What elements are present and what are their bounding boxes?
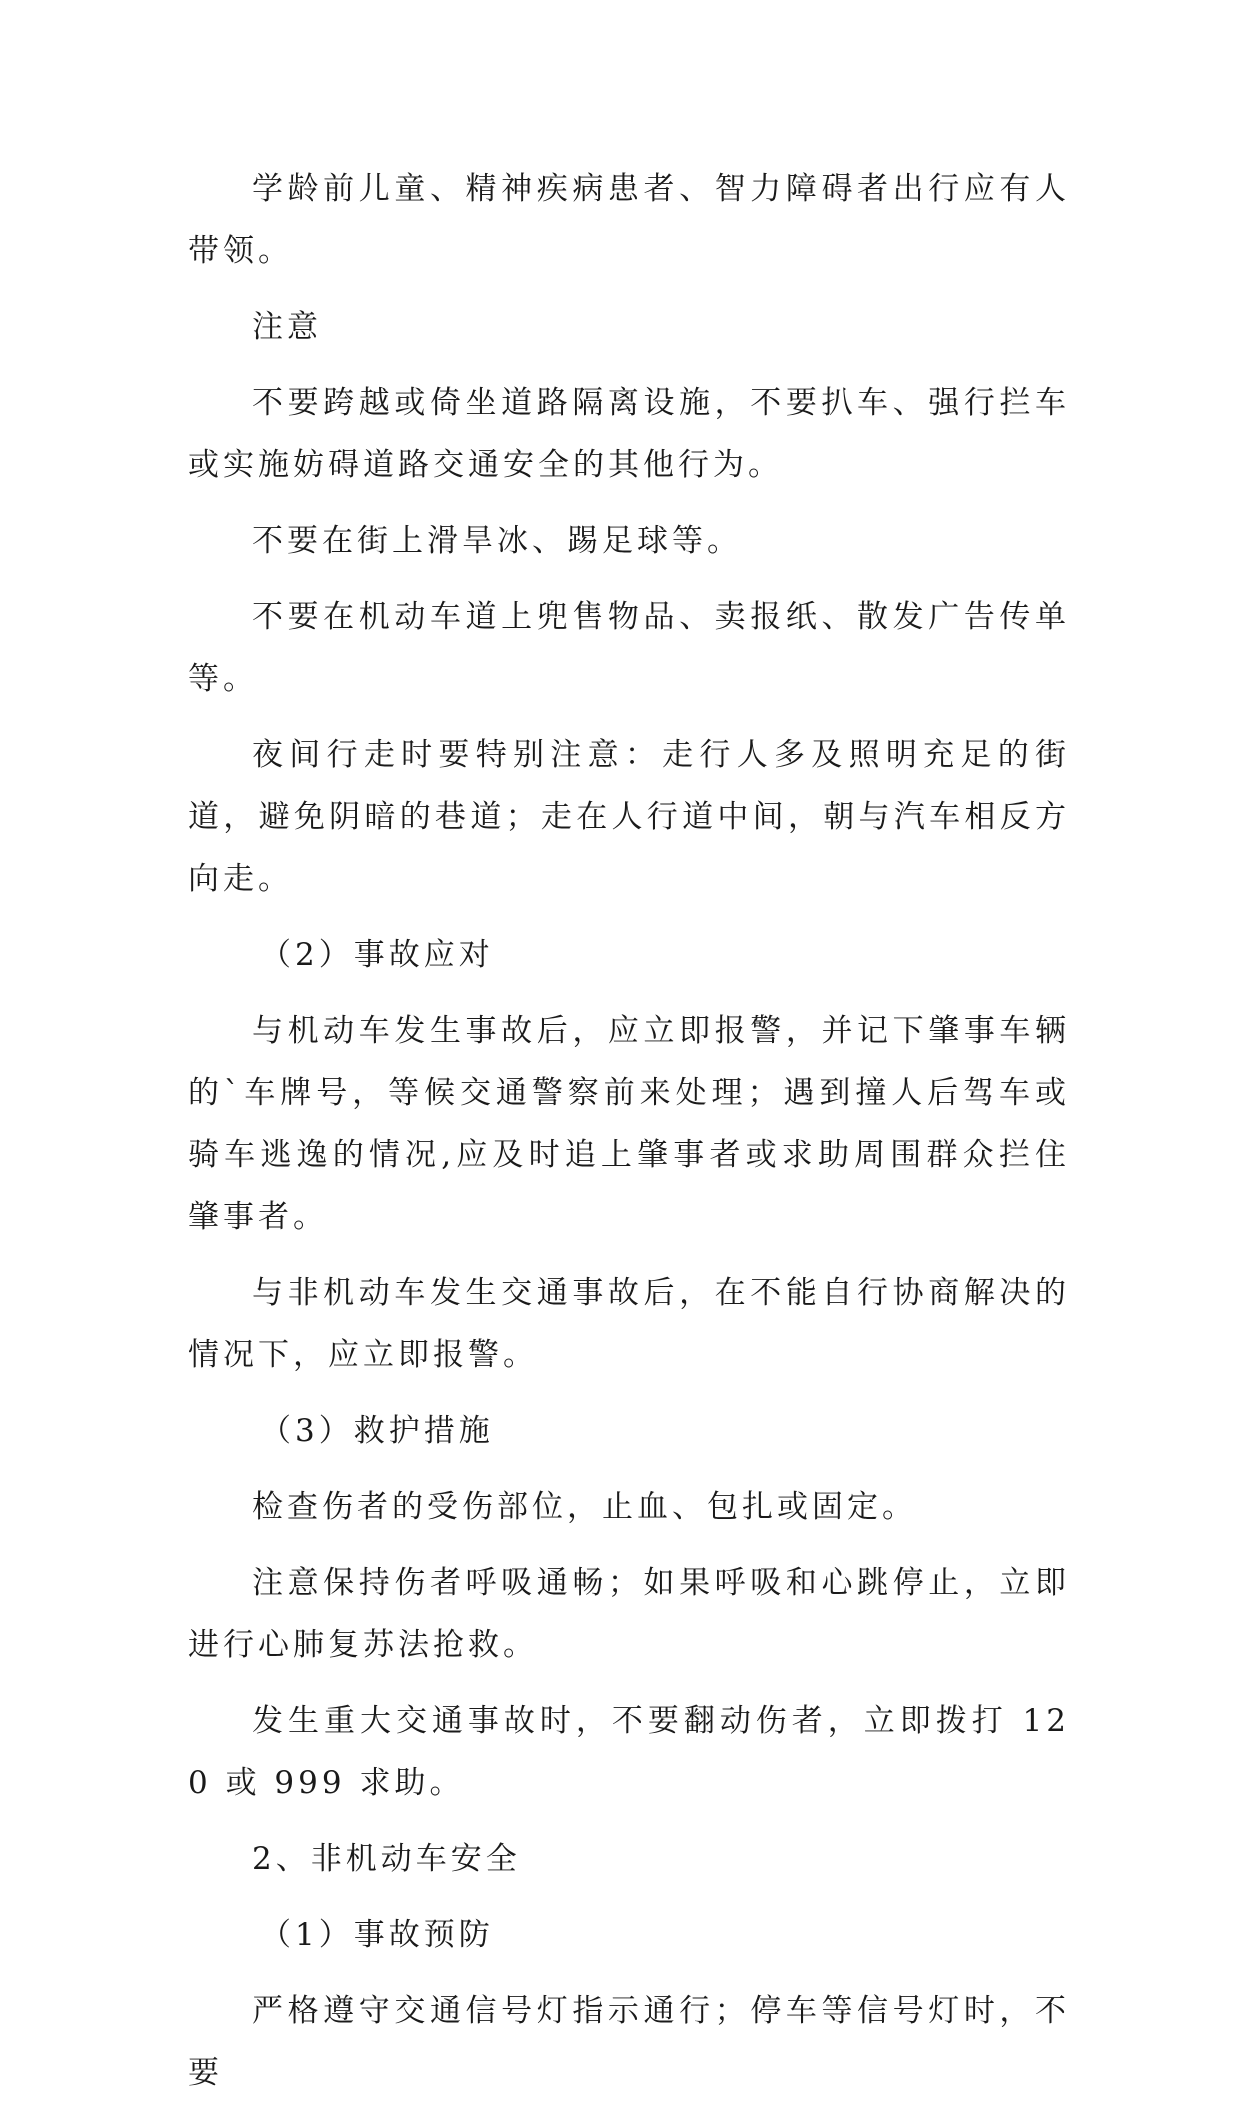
paragraph-breathing: 注意保持伤者呼吸通畅；如果呼吸和心跳停止，立即进行心肺复苏法抢救。 bbox=[188, 1565, 1070, 1663]
paragraph-escort: 学龄前儿童、精神疾病患者、智力障碍者出行应有人带领。 bbox=[188, 171, 1070, 269]
paragraph-no-skating: 不要在街上滑旱冰、踢足球等。 bbox=[252, 523, 742, 559]
paragraph-no-vending: 不要在机动车道上兜售物品、卖报纸、散发广告传单等。 bbox=[188, 599, 1070, 697]
paragraph-no-climbing: 不要跨越或倚坐道路隔离设施，不要扒车、强行拦车或实施妨碍道路交通安全的其他行为。 bbox=[188, 385, 1070, 483]
paragraph-call-help: 发生重大交通事故时，不要翻动伤者，立即拨打 120 或 999 求助。 bbox=[188, 1703, 1070, 1801]
heading-caution: 注意 bbox=[252, 309, 322, 345]
subheading-rescue-measures: （3）救护措施 bbox=[260, 1413, 494, 1449]
paragraph-motor-accident: 与机动车发生事故后，应立即报警，并记下肇事车辆的`车牌号，等候交通警察前来处理；遇到撞人后驾车或骑车逃逸的情况,应及时追上肇事者或求助周围群众拦住肇事者。 bbox=[188, 1013, 1070, 1235]
subheading-accident-response: （2）事故应对 bbox=[260, 937, 494, 973]
heading-nonmotor-safety: 2、非机动车安全 bbox=[252, 1841, 521, 1877]
paragraph-night-walking: 夜间行走时要特别注意：走行人多及照明充足的街道，避免阴暗的巷道；走在人行道中间，朝与汽车相反方向走。 bbox=[188, 737, 1070, 897]
document-body bbox=[188, 158, 1070, 2118]
paragraph-nonmotor-accident: 与非机动车发生交通事故后，在不能自行协商解决的情况下，应立即报警。 bbox=[188, 1275, 1070, 1373]
paragraph-check-injuries: 检查伤者的受伤部位，止血、包扎或固定。 bbox=[252, 1489, 917, 1525]
subheading-accident-prevention: （1）事故预防 bbox=[260, 1917, 494, 1953]
paragraph-traffic-signals: 严格遵守交通信号灯指示通行；停车等信号灯时，不要 bbox=[188, 1993, 1070, 2091]
